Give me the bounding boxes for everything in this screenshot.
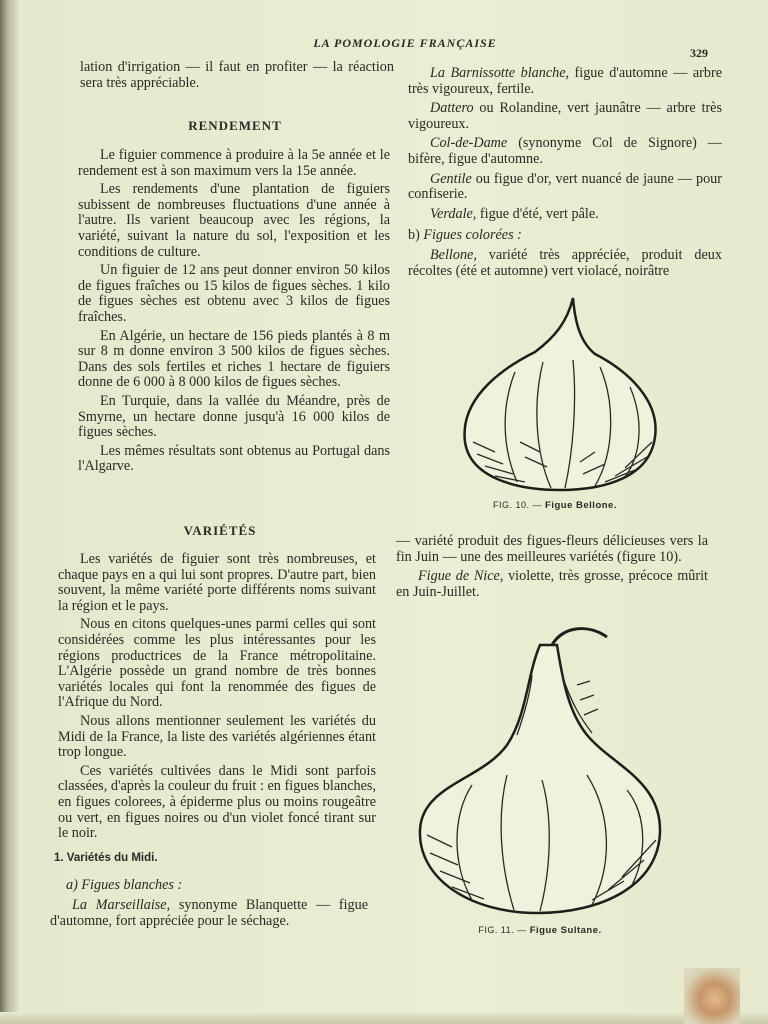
figure-11-caption — [455, 925, 625, 936]
list-marker: b) — [408, 227, 424, 244]
rendement-section — [78, 148, 390, 475]
paragraph: — variété produit des figues-fleurs délicieuses vers la fin Juin — une des meilleures variétés (figure 10). — [396, 533, 708, 565]
variety-text: synonyme Blanquette — figue d'automne, fort appréciée pour le séchage. — [50, 897, 369, 929]
figure-10-caption — [470, 500, 640, 511]
heading-varietes: VARIÉTÉS — [183, 523, 257, 538]
bellone-continuation — [396, 534, 708, 600]
variety-text: ou figue d'or, vert nuancé de jaune — pour confiserie. — [408, 170, 722, 203]
variety-text: violette, très grosse, précoce mûrit en Juin-Juillet. — [396, 568, 708, 600]
variety-name: La Marseillaise, — [72, 897, 171, 913]
page-edge — [0, 1012, 768, 1024]
paragraph: lation d'irrigation — il faut en profiter — la réaction sera très appréciable. — [80, 59, 394, 91]
variety-name: Gentile — [430, 170, 472, 187]
variety-text: figue d'automne — arbre très vigoureux, fertile. — [408, 65, 722, 97]
figure-title: Figue Bellone. — [545, 500, 617, 511]
paragraph: En Algérie, un hectare de 156 pieds plantés à 8 m sur 8 m donne environ 3 500 kilos de figues sèches. Dans des sols fertiles et riches 1 hectare de figuiers donne de 6 000 à 8 000 kilos de figues sèches. — [78, 327, 390, 391]
variety-text: ou Rolandine, vert jaunâtre — arbre très vigoureux. — [408, 100, 722, 132]
variety-name: Col-de-Dame — [430, 135, 508, 152]
paragraph: Nous en citons quelques-unes parmi celles qui sont considérées comme les plus intéressantes pour les régions productrices de la France métropolitaine. L'Algérie possède un grand nombre de très bonnes variétés locales qui font la renommée des figues de l'Afrique du Nord. — [58, 616, 376, 711]
paragraph: Un figuier de 12 ans peut donner environ 50 kilos de figues fraîches ou 15 kilos de figues sèches. 1 kilo de figues sèches est obtenu avec 3 kilos de figues fraîches. — [78, 262, 390, 325]
marseillaise-paragraph — [50, 898, 368, 929]
heading-figues-colorees: Figues colorées : — [423, 227, 522, 244]
variety-text: (synonyme Col de Signore) — bifère, figue d'automne. — [408, 135, 722, 167]
variety-name: Verdale, — [430, 205, 477, 222]
variety-text: figue d'été, vert pâle. — [476, 205, 599, 222]
paragraph: Nous allons mentionner seulement les variétés du Midi de la France, la liste des variétés algériennes étant trop longue. — [58, 712, 376, 761]
varieties-list — [408, 66, 722, 279]
variety-name: La Barnissotte blanche, — [430, 65, 570, 81]
page-number: 329 — [690, 46, 708, 60]
running-title: LA POMOLOGIE FRANÇAISE — [313, 36, 497, 50]
variety-name: Bellone, — [430, 246, 477, 263]
fig-bellone-illustration — [455, 292, 665, 497]
figure-label: FIG. 10. — — [493, 500, 543, 510]
paragraph: Les variétés de figuier sont très nombreuses, et chaque pays en a qui lui sont propres. D'autre part, bien souvent, la même variété porte différents noms suivant la région et le pays. — [58, 551, 376, 614]
varietes-section — [58, 552, 376, 842]
heading-varietes-midi: 1. Variétés du Midi. — [54, 852, 158, 864]
heading-rendement: RENDEMENT — [188, 118, 282, 133]
heading-figues-blanches: a) Figues blanches : — [66, 877, 183, 893]
variety-name: Dattero — [430, 100, 474, 117]
paragraph: Les rendements d'une plantation de figuiers subissent de nombreuses fluctuations d'une année à l'autre. Ils varient beaucoup avec les régions, la variété, suivant la nature du sol, l'exposition et les conditions de culture. — [78, 181, 390, 260]
paragraph: Les mêmes résultats sont obtenus au Portugal dans l'Algarve. — [78, 442, 390, 475]
variety-name: Figue de Nice, — [418, 568, 504, 585]
figure-label: FIG. 11. — — [478, 925, 527, 935]
variety-text: variété très appréciée, produit deux récoltes (été et automne) vert violacé, noirâtre — [408, 246, 722, 279]
paragraph: Ces variétés cultivées dans le Midi sont parfois classées, d'après la couleur du fruit : en figues blanches, en figues colorees, à épiderme plus ou moins rougeâtre ou vert, en figues noires ou d'un violet foncé tirant sur le noir. — [58, 762, 376, 842]
fig-sultane-illustration — [412, 615, 672, 920]
figure-title: Figue Sultane. — [529, 925, 602, 936]
corner-thumbnail-image — [684, 968, 740, 1024]
paragraph: En Turquie, dans la vallée du Méandre, près de Smyrne, un hectare donne jusqu'à 16 000 kilos de figues sèches. — [78, 392, 390, 441]
paragraph: Le figuier commence à produire à la 5e année et le rendement est à son maximum vers la 15e année. — [78, 147, 390, 179]
intro-paragraph — [80, 60, 394, 91]
